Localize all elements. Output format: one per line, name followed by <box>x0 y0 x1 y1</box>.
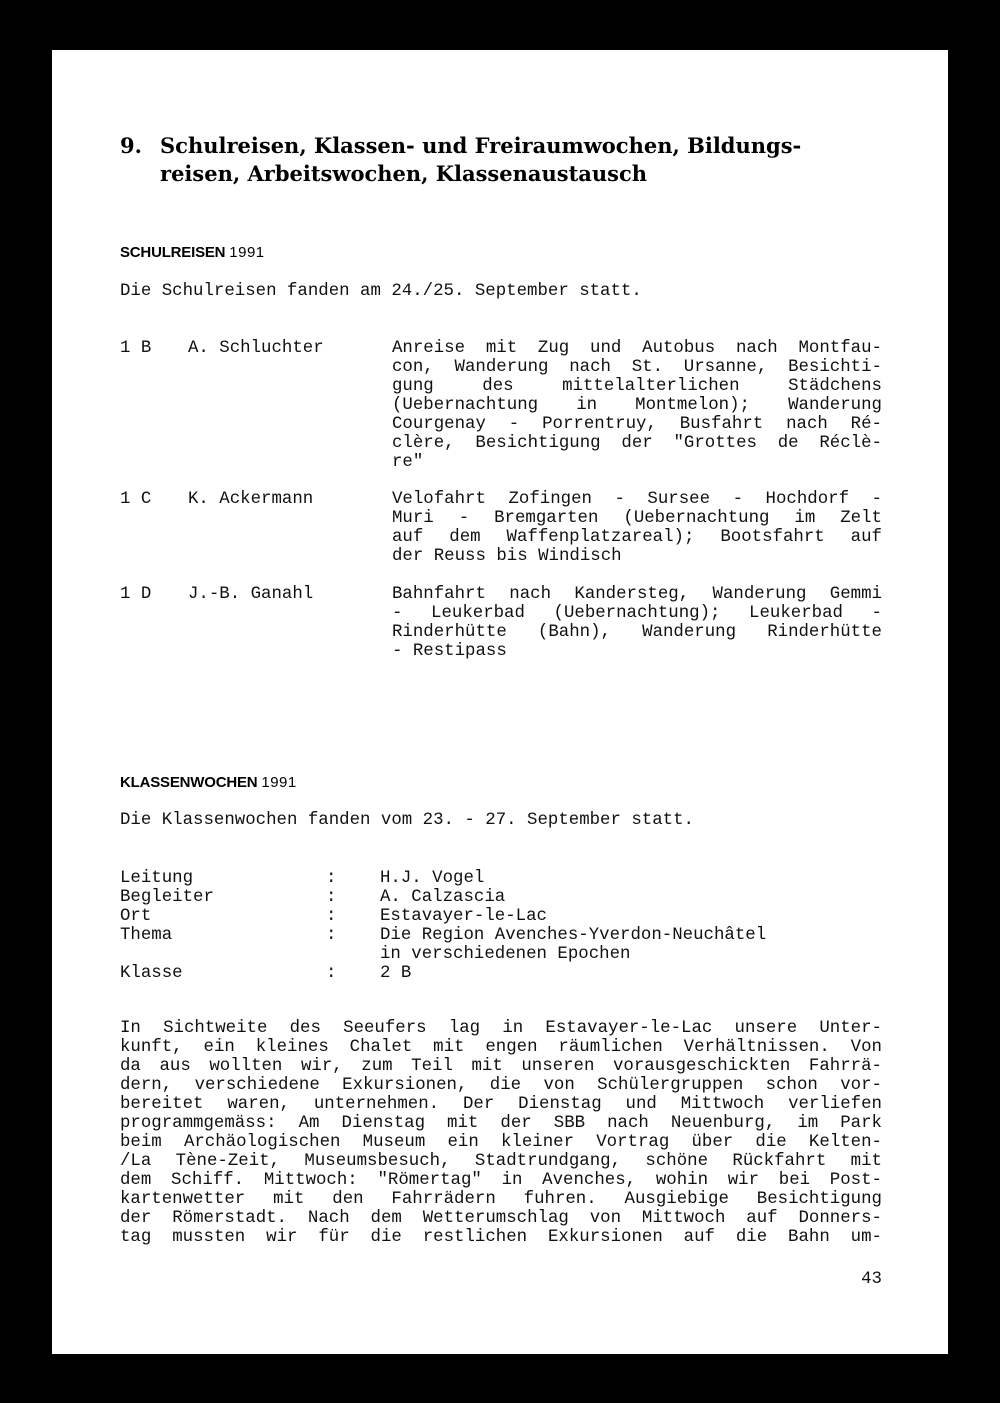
description-line: Courgenay - Porrentruy, Busfahrt nach Ré- <box>392 415 882 434</box>
paragraph-line: /La Tène-Zeit, Museumsbesuch, Stadtrundgang, schöne Rückfahrt mit <box>120 1152 882 1171</box>
info-label: Thema <box>120 926 173 945</box>
page-number: 43 <box>861 1270 882 1289</box>
info-row <box>120 907 880 926</box>
description-line: - Restipass <box>392 642 507 661</box>
chapter-title-line-2: reisen, Arbeitswochen, Klassenaustausch <box>160 161 648 186</box>
teacher-name: K. Ackermann <box>188 490 314 509</box>
chapter-title-line-1: Schulreisen, Klassen- und Freiraumwochen, Bildungs- <box>160 133 802 158</box>
schulreisen-heading <box>120 244 265 261</box>
info-label: Ort <box>120 907 152 926</box>
info-colon: : <box>326 907 337 926</box>
schulreisen-heading-text: SCHULREISEN <box>120 244 226 261</box>
klassenwoche-info-table <box>120 869 880 983</box>
paragraph-line: kartenwetter mit den Fahrrädern fuhren. Ausgiebige Besichtigung <box>120 1190 882 1209</box>
info-row <box>120 888 880 907</box>
description-line: Bahnfahrt nach Kandersteg, Wanderung Gemmi <box>392 585 882 604</box>
description-line: auf dem Waffenplatzareal); Bootsfahrt auf <box>392 528 882 547</box>
description-line: Muri - Bremgarten (Uebernachtung im Zelt <box>392 509 882 528</box>
info-row <box>120 869 880 888</box>
klassenwochen-intro: Die Klassenwochen fanden vom 23. - 27. September statt. <box>120 811 694 830</box>
description-line: Anreise mit Zug und Autobus nach Montfau- <box>392 339 882 358</box>
info-value: Estavayer-le-Lac <box>380 907 547 926</box>
document-page <box>52 50 948 1354</box>
klassenwoche-report-paragraph <box>120 1019 882 1247</box>
klassenwochen-heading-text: KLASSENWOCHEN <box>120 774 258 791</box>
chapter-title <box>120 132 880 188</box>
teacher-name: A. Schluchter <box>188 339 324 358</box>
trip-description <box>392 339 882 472</box>
paragraph-line: programmgemäss: Am Dienstag mit der SBB nach Neuenburg, im Park <box>120 1114 882 1133</box>
info-colon: : <box>326 869 337 888</box>
paragraph-line: der Römerstadt. Nach dem Wetterumschlag von Mittwoch auf Donners- <box>120 1209 882 1228</box>
description-line: clère, Besichtigung der "Grottes de Réclè- <box>392 434 882 453</box>
info-row <box>120 945 880 964</box>
description-line: gung des mittelalterlichen Städchens <box>392 377 882 396</box>
description-line: der Reuss bis Windisch <box>392 547 622 566</box>
description-line: con, Wanderung nach St. Ursanne, Besichti- <box>392 358 882 377</box>
info-label: Begleiter <box>120 888 214 907</box>
teacher-name: J.-B. Ganahl <box>188 585 314 604</box>
klassenwochen-heading-year: 1991 <box>261 774 297 791</box>
info-label: Klasse <box>120 964 183 983</box>
info-value: H.J. Vogel <box>380 869 485 888</box>
paragraph-line: beim Archäologischen Museum ein kleiner Vortrag über die Kelten- <box>120 1133 882 1152</box>
info-colon: : <box>326 964 337 983</box>
paragraph-line: da aus wollten wir, zum Teil mit unseren vorausgeschickten Fahrrä- <box>120 1057 882 1076</box>
description-line: Rinderhütte (Bahn), Wanderung Rinderhütte <box>392 623 882 642</box>
class-code: 1 D <box>120 585 152 604</box>
schulreisen-intro: Die Schulreisen fanden am 24./25. September statt. <box>120 282 642 301</box>
description-line: Velofahrt Zofingen - Sursee - Hochdorf - <box>392 490 882 509</box>
info-value: in verschiedenen Epochen <box>380 945 631 964</box>
paragraph-line: In Sichtweite des Seeufers lag in Estavayer-le-Lac unsere Unter- <box>120 1019 882 1038</box>
info-row <box>120 926 880 945</box>
schulreisen-heading-year: 1991 <box>229 244 265 261</box>
trip-description <box>392 490 882 566</box>
info-label: Leitung <box>120 869 194 888</box>
paragraph-line: dern, verschiedene Exkursionen, die von Schülergruppen schon vor- <box>120 1076 882 1095</box>
info-row <box>120 964 880 983</box>
klassenwochen-heading <box>120 774 297 791</box>
info-value: Die Region Avenches-Yverdon-Neuchâtel <box>380 926 767 945</box>
class-code: 1 B <box>120 339 152 358</box>
paragraph-line: kunft, ein kleines Chalet mit engen räumlichen Verhältnissen. Von <box>120 1038 882 1057</box>
trip-description <box>392 585 882 661</box>
chapter-number: 9. <box>120 133 142 158</box>
description-line: (Uebernachtung in Montmelon); Wanderung <box>392 396 882 415</box>
info-colon: : <box>326 888 337 907</box>
info-value: A. Calzascia <box>380 888 506 907</box>
paragraph-line: bereitet waren, unternehmen. Der Dienstag und Mittwoch verliefen <box>120 1095 882 1114</box>
info-value: 2 B <box>380 964 412 983</box>
class-code: 1 C <box>120 490 152 509</box>
info-colon: : <box>326 926 337 945</box>
paragraph-line: tag mussten wir für die restlichen Exkursionen auf die Bahn um- <box>120 1228 882 1247</box>
paragraph-line: dem Schiff. Mittwoch: "Römertag" in Avenches, wohin wir bei Post- <box>120 1171 882 1190</box>
description-line: - Leukerbad (Uebernachtung); Leukerbad - <box>392 604 882 623</box>
description-line: re" <box>392 453 424 472</box>
